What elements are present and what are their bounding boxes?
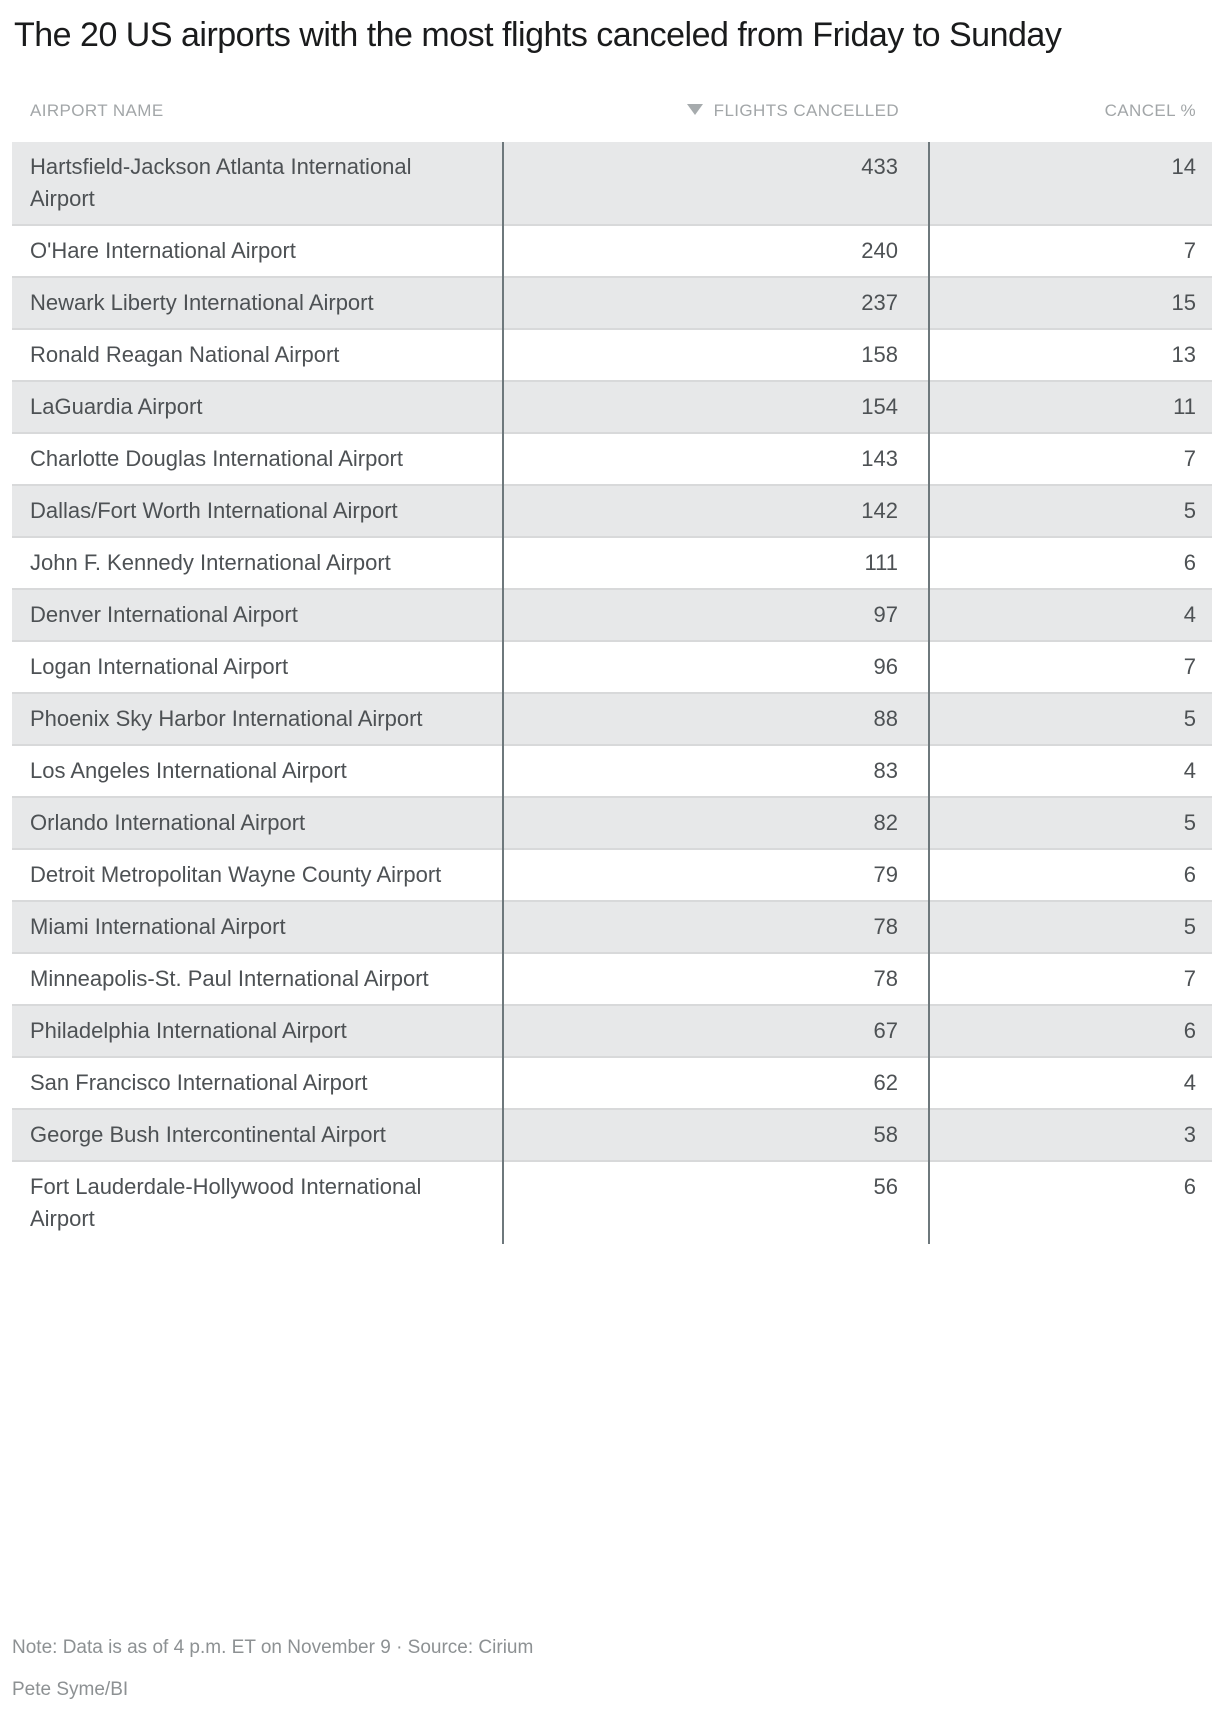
flights-cancelled-cell: 240 (503, 225, 929, 277)
table-row (12, 849, 1212, 901)
note-text: Note: Data is as of 4 p.m. ET on November 9 (12, 1637, 391, 1658)
airport-name-cell: Ronald Reagan National Airport (30, 342, 340, 367)
flights-cancelled-cell: 56 (503, 1161, 929, 1244)
table-row (12, 1109, 1212, 1161)
airport-name-cell: Phoenix Sky Harbor International Airport (30, 706, 423, 731)
cancel-pct-cell: 6 (929, 849, 1212, 901)
flights-cancelled-cell: 83 (503, 745, 929, 797)
table-row (12, 693, 1212, 745)
table-row (12, 1005, 1212, 1057)
cancel-pct-cell: 6 (929, 1005, 1212, 1057)
flights-cancelled-cell: 79 (503, 849, 929, 901)
table-row (12, 277, 1212, 329)
cancel-pct-cell: 7 (929, 641, 1212, 693)
table-row (12, 641, 1212, 693)
chart-byline: Pete Syme/BI (12, 1679, 129, 1700)
flights-cancelled-cell: 58 (503, 1109, 929, 1161)
column-header-flights-cancelled-label: FLIGHTS CANCELLED (713, 101, 899, 120)
table-row (12, 381, 1212, 433)
airport-name-cell: John F. Kennedy International Airport (30, 550, 391, 575)
cancel-pct-cell: 7 (929, 225, 1212, 277)
airport-name-cell: George Bush Intercontinental Airport (30, 1122, 386, 1147)
airport-name-cell: Charlotte Douglas International Airport (30, 446, 403, 471)
cancel-pct-cell: 5 (929, 797, 1212, 849)
table-row (12, 901, 1212, 953)
cancel-pct-cell: 4 (929, 589, 1212, 641)
sort-desc-icon (687, 104, 703, 115)
airport-name-cell: Newark Liberty International Airport (30, 290, 374, 315)
cancel-pct-cell: 5 (929, 693, 1212, 745)
cancel-pct-cell: 7 (929, 433, 1212, 485)
airport-name-cell: Philadelphia International Airport (30, 1018, 347, 1043)
flights-cancelled-cell: 67 (503, 1005, 929, 1057)
table-row (12, 745, 1212, 797)
column-header-airport-name[interactable]: AIRPORT NAME (30, 101, 164, 120)
table-row (12, 589, 1212, 641)
flights-cancelled-cell: 82 (503, 797, 929, 849)
table-row (12, 485, 1212, 537)
table-row (12, 142, 1212, 225)
table-row (12, 329, 1212, 381)
flights-cancelled-cell: 78 (503, 901, 929, 953)
airport-name-cell: Detroit Metropolitan Wayne County Airport (30, 862, 442, 887)
flights-cancelled-cell: 143 (503, 433, 929, 485)
airports-table (12, 101, 1212, 1244)
cancel-pct-cell: 14 (929, 142, 1212, 225)
airport-name-cell: Fort Lauderdale-Hollywood International Airport (30, 1174, 422, 1231)
airport-name-cell: O'Hare International Airport (30, 238, 296, 263)
cancel-pct-cell: 4 (929, 1057, 1212, 1109)
chart-title: The 20 US airports with the most flights canceled from Friday to Sunday (14, 16, 1062, 54)
cancel-pct-cell: 3 (929, 1109, 1212, 1161)
table-body (12, 142, 1212, 1244)
cancel-pct-cell: 13 (929, 329, 1212, 381)
cancel-pct-cell: 7 (929, 953, 1212, 1005)
note-separator: · (396, 1637, 403, 1658)
flights-cancelled-cell: 154 (503, 381, 929, 433)
airport-name-cell: Hartsfield-Jackson Atlanta International Airport (30, 154, 412, 211)
flights-cancelled-cell: 433 (503, 142, 929, 225)
airport-name-cell: LaGuardia Airport (30, 394, 203, 419)
flights-cancelled-cell: 97 (503, 589, 929, 641)
cancel-pct-cell: 6 (929, 1161, 1212, 1244)
airport-name-cell: Miami International Airport (30, 914, 286, 939)
cancel-pct-cell: 4 (929, 745, 1212, 797)
cancel-pct-cell: 15 (929, 277, 1212, 329)
source-text: Source: Cirium (407, 1637, 534, 1658)
airport-name-cell: Orlando International Airport (30, 810, 306, 835)
table-row (12, 797, 1212, 849)
column-header-cancel-pct[interactable]: CANCEL % (1104, 101, 1196, 120)
flights-cancelled-cell: 142 (503, 485, 929, 537)
airport-name-cell: Logan International Airport (30, 654, 289, 679)
airport-name-cell: Los Angeles International Airport (30, 758, 347, 783)
table-row (12, 953, 1212, 1005)
table-row (12, 1161, 1212, 1244)
cancel-pct-cell: 5 (929, 485, 1212, 537)
table-row (12, 537, 1212, 589)
chart-note (12, 1636, 533, 1660)
table-row (12, 225, 1212, 277)
airport-name-cell: San Francisco International Airport (30, 1070, 368, 1095)
cancel-pct-cell: 5 (929, 901, 1212, 953)
flights-cancelled-cell: 111 (503, 537, 929, 589)
airport-name-cell: Minneapolis-St. Paul International Airport (30, 966, 429, 991)
flights-cancelled-cell: 158 (503, 329, 929, 381)
table-row (12, 1057, 1212, 1109)
airport-name-cell: Denver International Airport (30, 602, 298, 627)
flights-cancelled-cell: 96 (503, 641, 929, 693)
airport-name-cell: Dallas/Fort Worth International Airport (30, 498, 398, 523)
flights-cancelled-cell: 88 (503, 693, 929, 745)
flights-cancelled-cell: 62 (503, 1057, 929, 1109)
cancel-pct-cell: 11 (929, 381, 1212, 433)
column-header-flights-cancelled[interactable] (503, 101, 929, 142)
table-header-row (12, 101, 1212, 142)
cancel-pct-cell: 6 (929, 537, 1212, 589)
table-row (12, 433, 1212, 485)
flights-cancelled-cell: 237 (503, 277, 929, 329)
flights-cancelled-cell: 78 (503, 953, 929, 1005)
